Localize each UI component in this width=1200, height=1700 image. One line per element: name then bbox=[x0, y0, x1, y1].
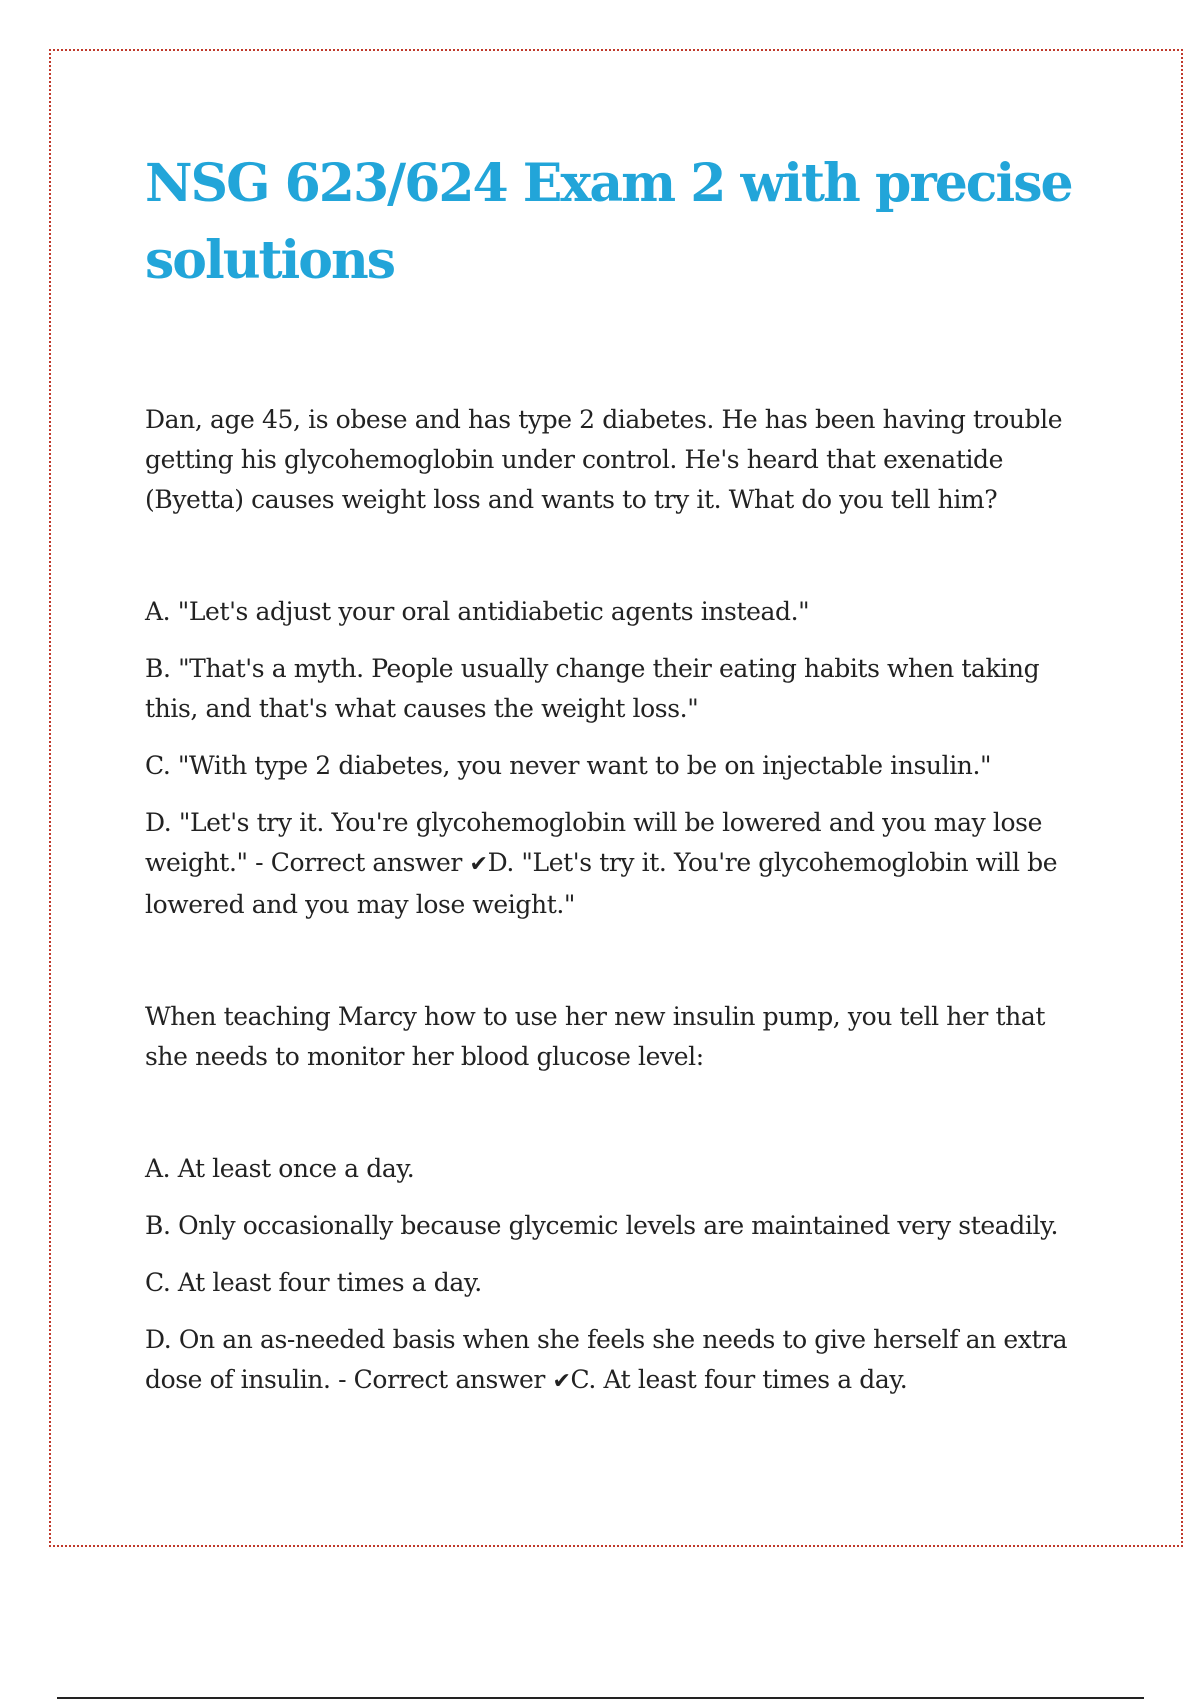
question-1-prompt: Dan, age 45, is obese and has type 2 diabetes. He has been having trouble getting his glycohemoglobin under control. He's heard that exenatide (Byetta) causes weight loss and wants to try it. What do you tell him? bbox=[145, 405, 1063, 514]
question-1-answer: D. "Let's try it. You're glycohemoglobin will be lowered and you may lose weight." bbox=[145, 848, 1058, 919]
document-body bbox=[145, 400, 1085, 1419]
check-mark-icon: ✔ bbox=[552, 1369, 571, 1394]
check-mark-icon: ✔ bbox=[469, 852, 488, 877]
question-1-option-b: B. "That's a myth. People usually change their eating habits when taking this, and that's what causes the weight loss." bbox=[145, 654, 1040, 723]
question-2-answer: C. At least four times a day. bbox=[570, 1365, 908, 1394]
question-1-option-c: C. "With type 2 diabetes, you never want to be on injectable insulin." bbox=[145, 751, 992, 780]
question-2-prompt: When teaching Marcy how to use her new insulin pump, you tell her that she needs to monitor her blood glucose level: bbox=[145, 1002, 1045, 1071]
question-2-option-d bbox=[145, 1320, 1085, 1402]
question-1-option-a: A. "Let's adjust your oral antidiabetic agents instead." bbox=[145, 597, 810, 626]
question-2-option-a: A. At least once a day. bbox=[145, 1154, 415, 1183]
question-2-option-b: B. Only occasionally because glycemic levels are maintained very steadily. bbox=[145, 1211, 1059, 1240]
question-1-option-d-text: D. "Let's try it. You're glycohemoglobin will be lowered and you may lose weight." - Correct answer bbox=[145, 808, 1042, 877]
question-2-options bbox=[145, 1149, 1085, 1402]
document-title: NSG 623/624 Exam 2 with precise solutions bbox=[145, 153, 1072, 291]
question-2-option-d-text: D. On an as-needed basis when she feels she needs to give herself an extra dose of insulin. - Correct answer bbox=[145, 1325, 1068, 1394]
bottom-divider bbox=[57, 1697, 1144, 1699]
question-1-option-d bbox=[145, 803, 1085, 925]
question-1-options bbox=[145, 592, 1085, 925]
question-2-option-c: C. At least four times a day. bbox=[145, 1268, 482, 1297]
